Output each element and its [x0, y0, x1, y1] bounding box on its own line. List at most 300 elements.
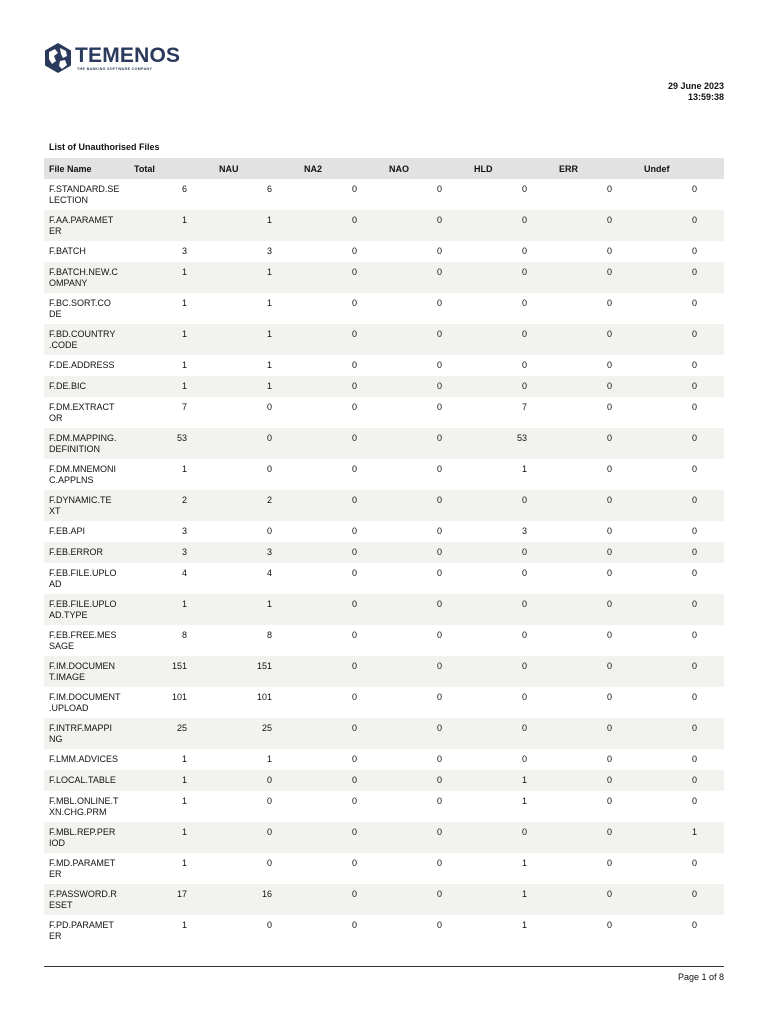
- count-cell: 7: [521, 402, 527, 412]
- file-name-line: F.BATCH.NEW.C: [49, 267, 118, 277]
- count-cell: 0: [299, 376, 384, 397]
- count-cell: 0: [384, 656, 469, 687]
- count-cell: 0: [639, 490, 724, 521]
- count-cell: 0: [436, 246, 442, 256]
- file-name-line: F.MBL.ONLINE.T: [49, 796, 119, 806]
- file-name-line: DEFINITION: [49, 444, 100, 454]
- table-row: [44, 490, 724, 521]
- count-cell: 0: [639, 884, 724, 915]
- count-cell: 0: [436, 858, 442, 868]
- file-name-cell: [44, 542, 129, 563]
- count-cell: 0: [691, 246, 697, 256]
- count-cell: 0: [299, 324, 384, 355]
- file-name-cell: [44, 853, 129, 884]
- count-cell: 1: [266, 298, 272, 308]
- count-cell: 0: [299, 594, 384, 625]
- count-cell: 1: [181, 298, 187, 308]
- column-header: NA2: [299, 158, 384, 179]
- file-name-cell: [44, 594, 129, 625]
- file-name-cell: [44, 376, 129, 397]
- count-cell: 0: [266, 464, 272, 474]
- file-name-line: F.LMM.ADVICES: [49, 754, 119, 764]
- count-cell: 1: [214, 594, 299, 625]
- count-cell: 0: [384, 884, 469, 915]
- count-cell: 0: [691, 796, 697, 806]
- count-cell: 1: [639, 822, 724, 853]
- count-cell: 0: [691, 920, 697, 930]
- count-cell: 0: [521, 754, 527, 764]
- table-row: [44, 853, 724, 884]
- file-name-cell: [44, 241, 129, 262]
- count-cell: 8: [266, 630, 272, 640]
- count-cell: 0: [436, 526, 442, 536]
- file-name-cell: [44, 625, 129, 656]
- file-name-cell: [44, 822, 129, 853]
- count-cell: 0: [384, 718, 469, 749]
- count-cell: 0: [469, 542, 554, 563]
- file-name-line: .CODE: [49, 340, 78, 350]
- count-cell: 0: [554, 884, 639, 915]
- file-name-cell: [44, 293, 129, 324]
- file-name-cell: [44, 521, 129, 542]
- count-cell: 1: [129, 324, 214, 355]
- count-cell: 0: [691, 402, 697, 412]
- file-name-line: F.DE.BIC: [49, 381, 87, 391]
- file-name-cell: [44, 915, 129, 946]
- count-cell: 0: [436, 920, 442, 930]
- report-title: List of Unauthorised Files: [49, 142, 160, 152]
- count-cell: 0: [351, 630, 357, 640]
- count-cell: 1: [214, 262, 299, 293]
- count-cell: 0: [299, 210, 384, 241]
- table-row: [44, 625, 724, 656]
- count-cell: 1: [521, 464, 527, 474]
- file-name-line: F.EB.API: [49, 526, 86, 536]
- file-name-line: F.MBL.REP.PER: [49, 827, 116, 837]
- table-row: [44, 718, 724, 749]
- logo-tagline: THE BANKING SOFTWARE COMPANY: [77, 67, 153, 71]
- file-name-cell: [44, 884, 129, 915]
- count-cell: 17: [129, 884, 214, 915]
- table-row: [44, 376, 724, 397]
- count-cell: 0: [351, 298, 357, 308]
- report-timestamp: [668, 81, 724, 103]
- count-cell: 0: [606, 360, 612, 370]
- count-cell: 1: [214, 324, 299, 355]
- file-name-line: ER: [49, 226, 62, 236]
- count-cell: 7: [181, 402, 187, 412]
- count-cell: 0: [554, 210, 639, 241]
- table-row: [44, 770, 724, 791]
- file-name-cell: [44, 179, 129, 210]
- count-cell: 0: [351, 692, 357, 702]
- file-name-line: ER: [49, 931, 62, 941]
- count-cell: 0: [639, 718, 724, 749]
- file-name-line: F.BC.SORT.CO: [49, 298, 111, 308]
- count-cell: 0: [554, 770, 639, 791]
- count-cell: 0: [214, 822, 299, 853]
- count-cell: 0: [436, 402, 442, 412]
- count-cell: 0: [384, 822, 469, 853]
- count-cell: 0: [691, 360, 697, 370]
- table-body: [44, 179, 724, 946]
- file-name-cell: [44, 770, 129, 791]
- count-cell: 0: [384, 770, 469, 791]
- count-cell: 0: [639, 376, 724, 397]
- count-cell: 0: [469, 262, 554, 293]
- table-row: [44, 428, 724, 459]
- count-cell: 0: [606, 920, 612, 930]
- count-cell: 0: [469, 490, 554, 521]
- file-name-line: SAGE: [49, 641, 75, 651]
- count-cell: 1: [521, 796, 527, 806]
- file-name-line: F.STANDARD.SE: [49, 184, 120, 194]
- count-cell: 0: [351, 184, 357, 194]
- count-cell: 0: [606, 630, 612, 640]
- count-cell: 0: [521, 630, 527, 640]
- file-name-line: F.DM.MAPPING.: [49, 433, 117, 443]
- count-cell: 3: [181, 526, 187, 536]
- count-cell: 1: [469, 884, 554, 915]
- count-cell: 25: [214, 718, 299, 749]
- file-name-cell: [44, 687, 129, 718]
- file-name-line: F.AA.PARAMET: [49, 215, 114, 225]
- count-cell: 0: [521, 360, 527, 370]
- count-cell: 0: [554, 376, 639, 397]
- file-name-line: F.BATCH: [49, 246, 86, 256]
- count-cell: 0: [351, 402, 357, 412]
- count-cell: 3: [521, 526, 527, 536]
- table-row: [44, 179, 724, 210]
- file-name-line: F.BD.COUNTRY: [49, 329, 116, 339]
- footer-divider: [44, 966, 724, 967]
- file-name-line: F.EB.ERROR: [49, 547, 104, 557]
- count-cell: 25: [129, 718, 214, 749]
- file-name-line: F.INTRF.MAPPI: [49, 723, 113, 733]
- file-name-line: F.PASSWORD.R: [49, 889, 117, 899]
- count-cell: 0: [606, 526, 612, 536]
- count-cell: 0: [469, 822, 554, 853]
- count-cell: 0: [436, 754, 442, 764]
- count-cell: 0: [691, 464, 697, 474]
- file-name-cell: [44, 210, 129, 241]
- count-cell: 0: [606, 568, 612, 578]
- count-cell: 0: [554, 594, 639, 625]
- file-name-cell: [44, 563, 129, 594]
- unauthorised-files-table: [44, 158, 724, 946]
- count-cell: 101: [171, 692, 187, 702]
- count-cell: 1: [214, 210, 299, 241]
- file-name-cell: [44, 791, 129, 822]
- count-cell: 6: [266, 184, 272, 194]
- count-cell: 0: [691, 568, 697, 578]
- count-cell: 0: [436, 184, 442, 194]
- count-cell: 16: [214, 884, 299, 915]
- count-cell: 2: [129, 490, 214, 521]
- count-cell: 0: [384, 376, 469, 397]
- count-cell: 0: [299, 656, 384, 687]
- column-header: ERR: [554, 158, 639, 179]
- file-name-line: ER: [49, 869, 62, 879]
- count-cell: 0: [436, 568, 442, 578]
- file-name-line: OMPANY: [49, 278, 88, 288]
- count-cell: 3: [214, 542, 299, 563]
- count-cell: 0: [299, 542, 384, 563]
- table-row: [44, 324, 724, 355]
- count-cell: 0: [554, 542, 639, 563]
- file-name-line: AD: [49, 579, 62, 589]
- count-cell: 53: [129, 428, 214, 459]
- count-cell: 0: [639, 656, 724, 687]
- file-name-cell: [44, 459, 129, 490]
- count-cell: 0: [521, 246, 527, 256]
- file-name-line: DE: [49, 309, 62, 319]
- count-cell: 0: [554, 718, 639, 749]
- table-row: [44, 542, 724, 563]
- count-cell: 1: [129, 770, 214, 791]
- file-name-line: F.DE.ADDRESS: [49, 360, 115, 370]
- file-name-cell: [44, 262, 129, 293]
- column-header: Total: [129, 158, 214, 179]
- file-name-line: F.DM.EXTRACT: [49, 402, 115, 412]
- count-cell: 0: [266, 858, 272, 868]
- count-cell: 0: [691, 184, 697, 194]
- globe-icon: [44, 42, 72, 74]
- count-cell: 0: [351, 796, 357, 806]
- count-cell: 0: [214, 428, 299, 459]
- count-cell: 0: [606, 402, 612, 412]
- count-cell: 1: [521, 920, 527, 930]
- count-cell: 1: [129, 210, 214, 241]
- count-cell: 0: [351, 360, 357, 370]
- count-cell: 0: [384, 594, 469, 625]
- count-cell: 0: [606, 754, 612, 764]
- table-row: [44, 594, 724, 625]
- column-header: Undef: [639, 158, 724, 179]
- count-cell: 0: [266, 526, 272, 536]
- count-cell: 0: [436, 692, 442, 702]
- count-cell: 53: [469, 428, 554, 459]
- count-cell: 0: [639, 542, 724, 563]
- count-cell: 0: [469, 210, 554, 241]
- file-name-line: XT: [49, 506, 61, 516]
- count-cell: 0: [299, 428, 384, 459]
- count-cell: 1: [181, 858, 187, 868]
- table-row: [44, 210, 724, 241]
- table-row: [44, 241, 724, 262]
- count-cell: 0: [351, 246, 357, 256]
- count-cell: 1: [469, 770, 554, 791]
- count-cell: 0: [384, 210, 469, 241]
- file-name-cell: [44, 490, 129, 521]
- count-cell: 0: [299, 884, 384, 915]
- count-cell: 1: [266, 754, 272, 764]
- count-cell: 0: [469, 594, 554, 625]
- file-name-cell: [44, 718, 129, 749]
- count-cell: 0: [266, 920, 272, 930]
- file-name-line: F.IM.DOCUMEN: [49, 661, 115, 671]
- count-cell: 0: [351, 858, 357, 868]
- column-header: NAU: [214, 158, 299, 179]
- file-name-line: F.DYNAMIC.TE: [49, 495, 112, 505]
- count-cell: 0: [606, 858, 612, 868]
- file-name-line: F.EB.FILE.UPLO: [49, 599, 117, 609]
- count-cell: 0: [691, 298, 697, 308]
- file-name-line: F.LOCAL.TABLE: [49, 775, 116, 785]
- count-cell: 0: [299, 822, 384, 853]
- file-name-line: F.EB.FREE.MES: [49, 630, 117, 640]
- count-cell: 0: [351, 526, 357, 536]
- count-cell: 0: [691, 754, 697, 764]
- count-cell: 0: [606, 796, 612, 806]
- count-cell: 0: [299, 262, 384, 293]
- count-cell: 0: [469, 324, 554, 355]
- count-cell: 0: [351, 754, 357, 764]
- count-cell: 1: [181, 464, 187, 474]
- count-cell: 0: [436, 464, 442, 474]
- count-cell: 0: [606, 184, 612, 194]
- table-row: [44, 915, 724, 946]
- count-cell: 0: [266, 796, 272, 806]
- logo-wordmark: TEMENOS: [75, 44, 181, 67]
- file-name-cell: [44, 355, 129, 376]
- count-cell: 0: [606, 298, 612, 308]
- count-cell: 1: [129, 262, 214, 293]
- count-cell: 0: [351, 920, 357, 930]
- file-name-line: F.IM.DOCUMENT: [49, 692, 121, 702]
- count-cell: 0: [299, 770, 384, 791]
- count-cell: 0: [691, 858, 697, 868]
- file-name-cell: [44, 397, 129, 428]
- table-row: [44, 884, 724, 915]
- count-cell: 4: [266, 568, 272, 578]
- file-name-cell: [44, 749, 129, 770]
- count-cell: 1: [129, 822, 214, 853]
- file-name-line: F.MD.PARAMET: [49, 858, 116, 868]
- file-name-cell: [44, 324, 129, 355]
- count-cell: 2: [214, 490, 299, 521]
- count-cell: 0: [691, 526, 697, 536]
- count-cell: 151: [214, 656, 299, 687]
- count-cell: 0: [469, 656, 554, 687]
- table-row: [44, 521, 724, 542]
- count-cell: 0: [554, 428, 639, 459]
- count-cell: 1: [181, 796, 187, 806]
- count-cell: 0: [384, 490, 469, 521]
- count-cell: 151: [129, 656, 214, 687]
- file-name-line: F.EB.FILE.UPLO: [49, 568, 117, 578]
- count-cell: 0: [691, 692, 697, 702]
- file-name-line: XN.CHG.PRM: [49, 807, 107, 817]
- table-header: [44, 158, 724, 179]
- table-header-row: [44, 158, 724, 179]
- table-row: [44, 791, 724, 822]
- count-cell: 1: [129, 376, 214, 397]
- count-cell: 0: [384, 324, 469, 355]
- count-cell: 0: [639, 428, 724, 459]
- file-name-line: IOD: [49, 838, 66, 848]
- count-cell: 0: [214, 770, 299, 791]
- table-row: [44, 397, 724, 428]
- count-cell: 0: [436, 796, 442, 806]
- count-cell: 6: [181, 184, 187, 194]
- table-row: [44, 687, 724, 718]
- file-name-line: OR: [49, 413, 63, 423]
- count-cell: 0: [606, 692, 612, 702]
- file-name-cell: [44, 656, 129, 687]
- count-cell: 0: [606, 464, 612, 474]
- count-cell: 0: [436, 298, 442, 308]
- count-cell: 0: [436, 360, 442, 370]
- count-cell: 3: [181, 246, 187, 256]
- file-name-line: F.DM.MNEMONI: [49, 464, 116, 474]
- count-cell: 0: [639, 324, 724, 355]
- count-cell: 1: [266, 360, 272, 370]
- count-cell: 0: [299, 490, 384, 521]
- count-cell: 0: [351, 464, 357, 474]
- count-cell: 0: [384, 262, 469, 293]
- table-row: [44, 563, 724, 594]
- count-cell: 3: [266, 246, 272, 256]
- count-cell: 3: [129, 542, 214, 563]
- count-cell: 0: [554, 822, 639, 853]
- count-cell: 1: [214, 376, 299, 397]
- count-cell: 0: [521, 298, 527, 308]
- count-cell: 0: [606, 246, 612, 256]
- count-cell: 101: [256, 692, 272, 702]
- table-row: [44, 459, 724, 490]
- count-cell: 1: [181, 920, 187, 930]
- file-name-line: F.PD.PARAMET: [49, 920, 114, 930]
- table-row: [44, 355, 724, 376]
- file-name-line: AD.TYPE: [49, 610, 88, 620]
- count-cell: 0: [691, 630, 697, 640]
- count-cell: 0: [639, 594, 724, 625]
- count-cell: 4: [181, 568, 187, 578]
- temenos-logo: [44, 40, 184, 76]
- table-row: [44, 822, 724, 853]
- file-name-line: LECTION: [49, 195, 89, 205]
- report-time: 13:59:38: [687, 92, 724, 102]
- count-cell: 0: [554, 656, 639, 687]
- count-cell: 0: [266, 402, 272, 412]
- table-row: [44, 656, 724, 687]
- count-cell: 0: [554, 490, 639, 521]
- table-row: [44, 749, 724, 770]
- count-cell: 0: [639, 262, 724, 293]
- file-name-cell: [44, 428, 129, 459]
- file-name-line: NG: [49, 734, 63, 744]
- column-header: File Name: [44, 158, 129, 179]
- count-cell: 0: [521, 184, 527, 194]
- count-cell: 0: [554, 324, 639, 355]
- count-cell: 0: [384, 542, 469, 563]
- count-cell: 1: [129, 594, 214, 625]
- column-header: HLD: [469, 158, 554, 179]
- count-cell: 0: [299, 718, 384, 749]
- count-cell: 0: [469, 376, 554, 397]
- count-cell: 1: [521, 858, 527, 868]
- count-cell: 0: [554, 262, 639, 293]
- report-date: 29 June 2023: [667, 81, 724, 91]
- count-cell: 0: [521, 692, 527, 702]
- count-cell: 0: [469, 718, 554, 749]
- count-cell: 0: [639, 770, 724, 791]
- count-cell: 0: [521, 568, 527, 578]
- page-number: Page 1 of 8: [677, 972, 724, 982]
- table-row: [44, 262, 724, 293]
- count-cell: 1: [181, 360, 187, 370]
